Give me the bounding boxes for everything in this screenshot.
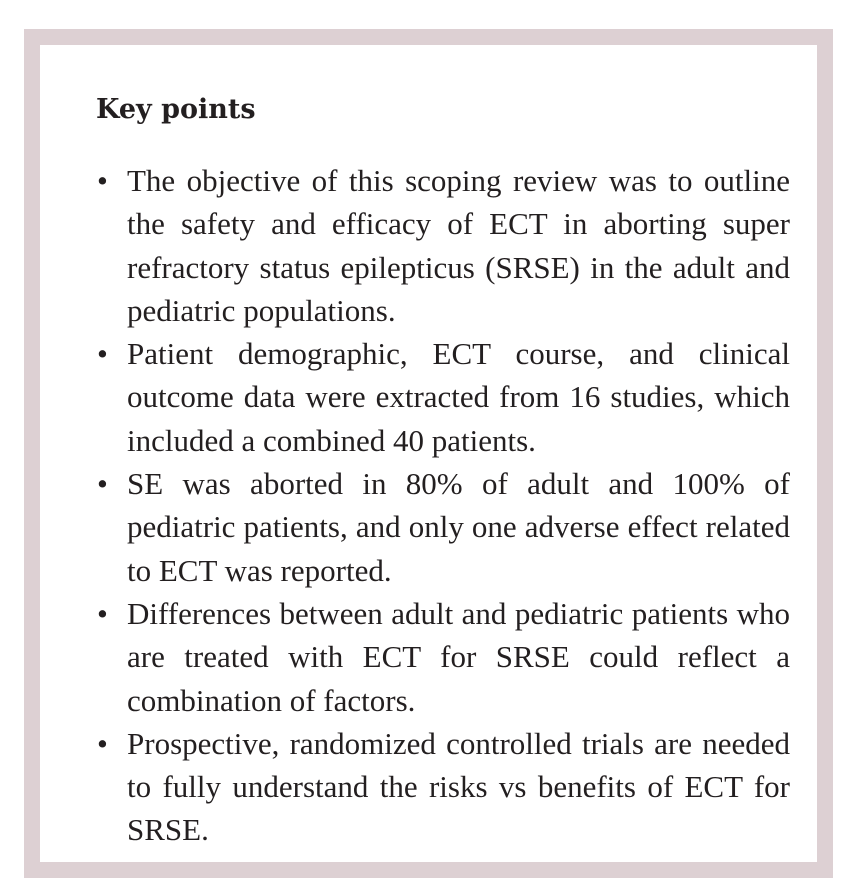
key-point-item: [96, 332, 790, 462]
bullet-icon: •: [97, 336, 108, 372]
bullet-icon: •: [97, 725, 108, 761]
key-point-text: The objective of this scoping review was to outline the safety and efficacy of ECT in aborting super refractory status epilepticus (SRSE) in the adult and pediatric populations.: [127, 163, 790, 328]
key-point-item: [96, 722, 790, 852]
key-points-list: [96, 159, 790, 852]
key-point-item: [96, 462, 790, 592]
key-points-box: [24, 29, 833, 878]
key-point-item: [96, 159, 790, 332]
key-point-text: Differences between adult and pediatric patients who are treated with ECT for SRSE could reflect a combination of factors.: [127, 595, 790, 718]
key-point-text: Patient demographic, ECT course, and clinical outcome data were extracted from 16 studies, which included a combined 40 patients.: [127, 336, 790, 458]
box-title: Key points: [96, 94, 256, 125]
bullet-icon: •: [97, 163, 108, 198]
key-point-text: Prospective, randomized controlled trials are needed to fully understand the risks vs benefits of ECT for SRSE.: [127, 725, 790, 848]
key-point-text: SE was aborted in 80% of adult and 100% of pediatric patients, and only one adverse effect related to ECT was reported.: [127, 466, 790, 588]
key-point-item: [96, 592, 790, 722]
bullet-icon: •: [97, 595, 108, 631]
bullet-icon: •: [97, 466, 108, 502]
